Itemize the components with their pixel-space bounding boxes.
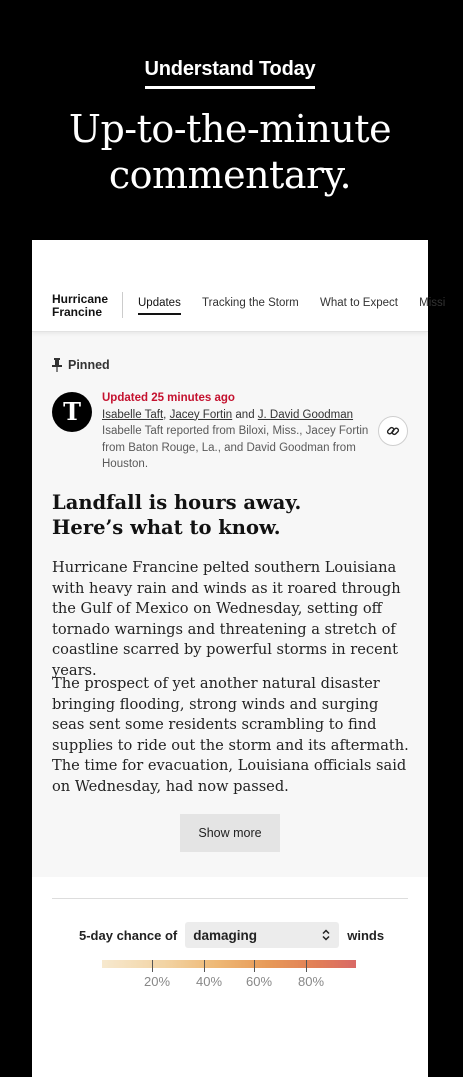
headline-line-1: Up-to-the-minute: [68, 107, 392, 151]
updown-chevron-icon: [321, 929, 331, 941]
scale-tick: [306, 960, 307, 972]
article-paragraph-2: The prospect of yet another natural disaster bringing flooding, strong winds and surging seas sent some residents scrambling to find supplies to ride out the storm and its aftermath. The time for evacuation, Louisiana officials said on Wednesday, had now passed.: [52, 675, 409, 795]
updated-timestamp: Updated 25 minutes ago: [102, 392, 235, 404]
tab-missing[interactable]: Missi: [419, 297, 446, 309]
author-list: Isabelle Taft, Jacey Fortin and J. David Goodman: [102, 408, 354, 421]
scale-tick: [204, 960, 205, 972]
event-title-line-2: Francine: [52, 305, 103, 319]
phone-screen: [32, 240, 446, 1040]
promo-headline: [0, 106, 460, 198]
author-link-2[interactable]: Jacey Fortin: [169, 408, 233, 421]
tab-tracking-the-storm[interactable]: Tracking the Storm: [202, 297, 299, 309]
section-divider: [52, 898, 408, 899]
wind-probability-card: [32, 877, 428, 1077]
probability-color-scale: [102, 960, 356, 968]
scale-label-80: 80%: [297, 974, 325, 989]
promo-hero: [0, 0, 460, 240]
byline-text: [102, 390, 372, 473]
nav-tabs: [138, 297, 463, 315]
wind-suffix-label: winds: [347, 927, 385, 943]
scale-label-40: 40%: [195, 974, 223, 989]
promo-eyebrow: [0, 58, 460, 89]
scale-label-20: 20%: [143, 974, 171, 989]
tab-what-to-expect[interactable]: What to Expect: [319, 297, 398, 309]
nav-divider: [122, 292, 123, 318]
wind-filter-row: [79, 922, 384, 948]
author-link-3[interactable]: J. David Goodman: [257, 408, 354, 421]
headline-line-1: Landfall is hours away.: [52, 491, 302, 514]
pin-icon: [52, 358, 62, 372]
wind-prefix-label: 5-day chance of: [79, 927, 178, 943]
author-and: and: [235, 408, 255, 421]
live-nav-bar: [32, 240, 446, 332]
event-title[interactable]: [52, 293, 108, 319]
nyt-logo-icon: T: [52, 392, 92, 432]
wind-type-select[interactable]: [185, 922, 339, 948]
reporting-locations: Isabelle Taft reported from Biloxi, Miss., Jacey Fortin from Baton Rouge, La., and David Goodman from Houston.: [102, 425, 369, 470]
author-link-1[interactable]: Isabelle Taft: [102, 408, 164, 421]
tab-updates[interactable]: Updates: [138, 297, 181, 315]
copy-link-button[interactable]: [378, 416, 408, 446]
eyebrow-text: Understand Today: [145, 58, 316, 89]
article-paragraph-1: Hurricane Francine pelted southern Louisiana with heavy rain and winds as it roared through the Gulf of Mexico on Wednesday, setting off tornado warnings and threatening a stretch of coastline scarred by powerful storms in recent years.: [52, 559, 401, 679]
wind-type-value: damaging: [193, 927, 258, 943]
scale-tick: [152, 960, 153, 972]
scale-label-60: 60%: [245, 974, 273, 989]
headline-line-2: commentary.: [108, 153, 352, 197]
event-title-line-1: Hurricane: [52, 292, 109, 306]
headline-line-2: Here’s what to know.: [52, 516, 281, 539]
pinned-text: Pinned: [68, 358, 110, 372]
show-more-button[interactable]: Show more: [180, 814, 280, 852]
pinned-label: [52, 358, 110, 372]
scale-tick: [254, 960, 255, 972]
link-icon: [386, 424, 400, 438]
article-headline[interactable]: [52, 490, 402, 540]
